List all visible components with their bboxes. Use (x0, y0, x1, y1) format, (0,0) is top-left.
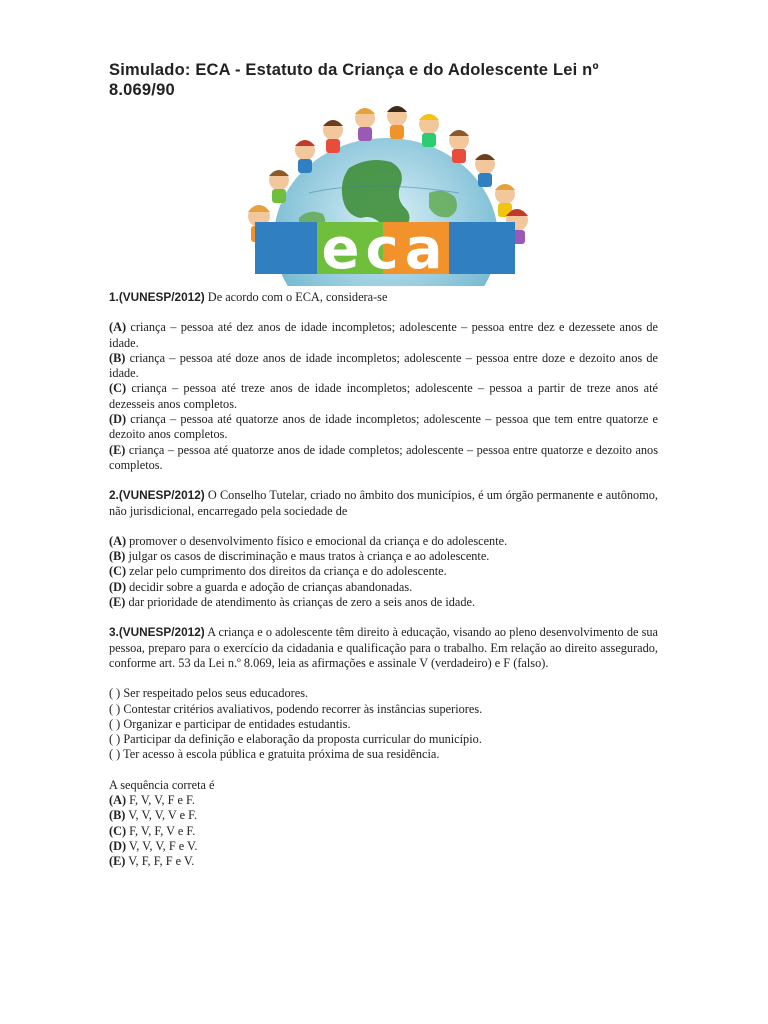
question-1 (109, 290, 658, 473)
option: (C) F, V, F, V e F. (109, 823, 196, 838)
option: (E) V, F, F, F e V. (109, 854, 195, 869)
statement: ( ) Ter acesso à escola pública e gratuita próxima de sua residência. (109, 747, 440, 762)
option: (C) zelar pelo cumprimento dos direitos da criança e do adolescente. (109, 564, 447, 579)
question-head: 3.(VUNESP/2012) (109, 625, 205, 640)
statement: ( ) Contestar critérios avaliativos, podendo recorrer às instâncias superiores. (109, 701, 483, 716)
option: (D) decidir sobre a guarda e adoção de crianças abandonadas. (109, 579, 413, 594)
option: (A) criança – pessoa até dez anos de idade incompletos; adolescente – pessoa entre dez e dezessete anos de idade. (109, 320, 658, 350)
questions-container (109, 290, 658, 870)
logo-text: eca (321, 217, 449, 282)
option: (A) F, V, V, F e F. (109, 793, 195, 808)
option: (C) criança – pessoa até treze anos de idade incompletos; adolescente – pessoa a partir de treze anos até dezesseis anos completos. (109, 381, 658, 411)
option: (D) criança – pessoa até quatorze anos de idade incompletos; adolescente – pessoa que tem entre quatorze e dezoito anos completos. (109, 412, 658, 442)
statement: ( ) Participar da definição e elaboração da proposta curricular do município. (109, 732, 482, 747)
option: (B) V, V, V, V e F. (109, 808, 198, 823)
question-stem: 3.(VUNESP/2012) A criança e o adolescente têm direito à educação, visando ao pleno desenvolvimento de sua pessoa, preparo para o exercício da cidadania e qualificação para o trabalho. Em relação ao direito assegurado, conforme art. 53 da Lei n.º 8.069, leia as afirmações e assinale V (verdadeiro) e F (falso). (109, 625, 658, 670)
page-title: Simulado: ECA - Estatuto da Criança e do Adolescente Lei nº 8.069/90 (109, 61, 599, 99)
eca-logo (255, 217, 515, 282)
eca-logo-illustration (229, 98, 539, 286)
option: (E) criança – pessoa até quatorze anos de idade completos; adolescente – pessoa entre quatorze e dezoito anos completos. (109, 442, 658, 472)
statement: ( ) Organizar e participar de entidades estudantis. (109, 716, 351, 731)
question-2 (109, 488, 658, 610)
option: (B) julgar os casos de discriminação e maus tratos à criança e ao adolescente. (109, 549, 490, 564)
question-stem: 2.(VUNESP/2012) O Conselho Tutelar, criado no âmbito dos municípios, é um órgão permanente e autônomo, não jurisdicional, encarregado pela sociedade de (109, 488, 658, 518)
question-head: 2.(VUNESP/2012) (109, 488, 205, 503)
sequence-label: A sequência correta é (109, 777, 215, 792)
option: (E) dar prioridade de atendimento às crianças de zero a seis anos de idade. (109, 595, 476, 610)
statement: ( ) Ser respeitado pelos seus educadores. (109, 686, 309, 701)
question-stem: 1.(VUNESP/2012) De acordo com o ECA, considera-se (109, 290, 388, 304)
option: (D) V, V, V, F e V. (109, 838, 198, 853)
option: (B) criança – pessoa até doze anos de idade incompletos; adolescente – pessoa entre doze e dezoito anos de idade. (109, 350, 658, 381)
question-head: 1.(VUNESP/2012) (109, 290, 205, 304)
document-header (109, 60, 658, 100)
question-3 (109, 625, 658, 869)
option: (A) promover o desenvolvimento físico e emocional da criança e do adolescente. (109, 533, 508, 548)
